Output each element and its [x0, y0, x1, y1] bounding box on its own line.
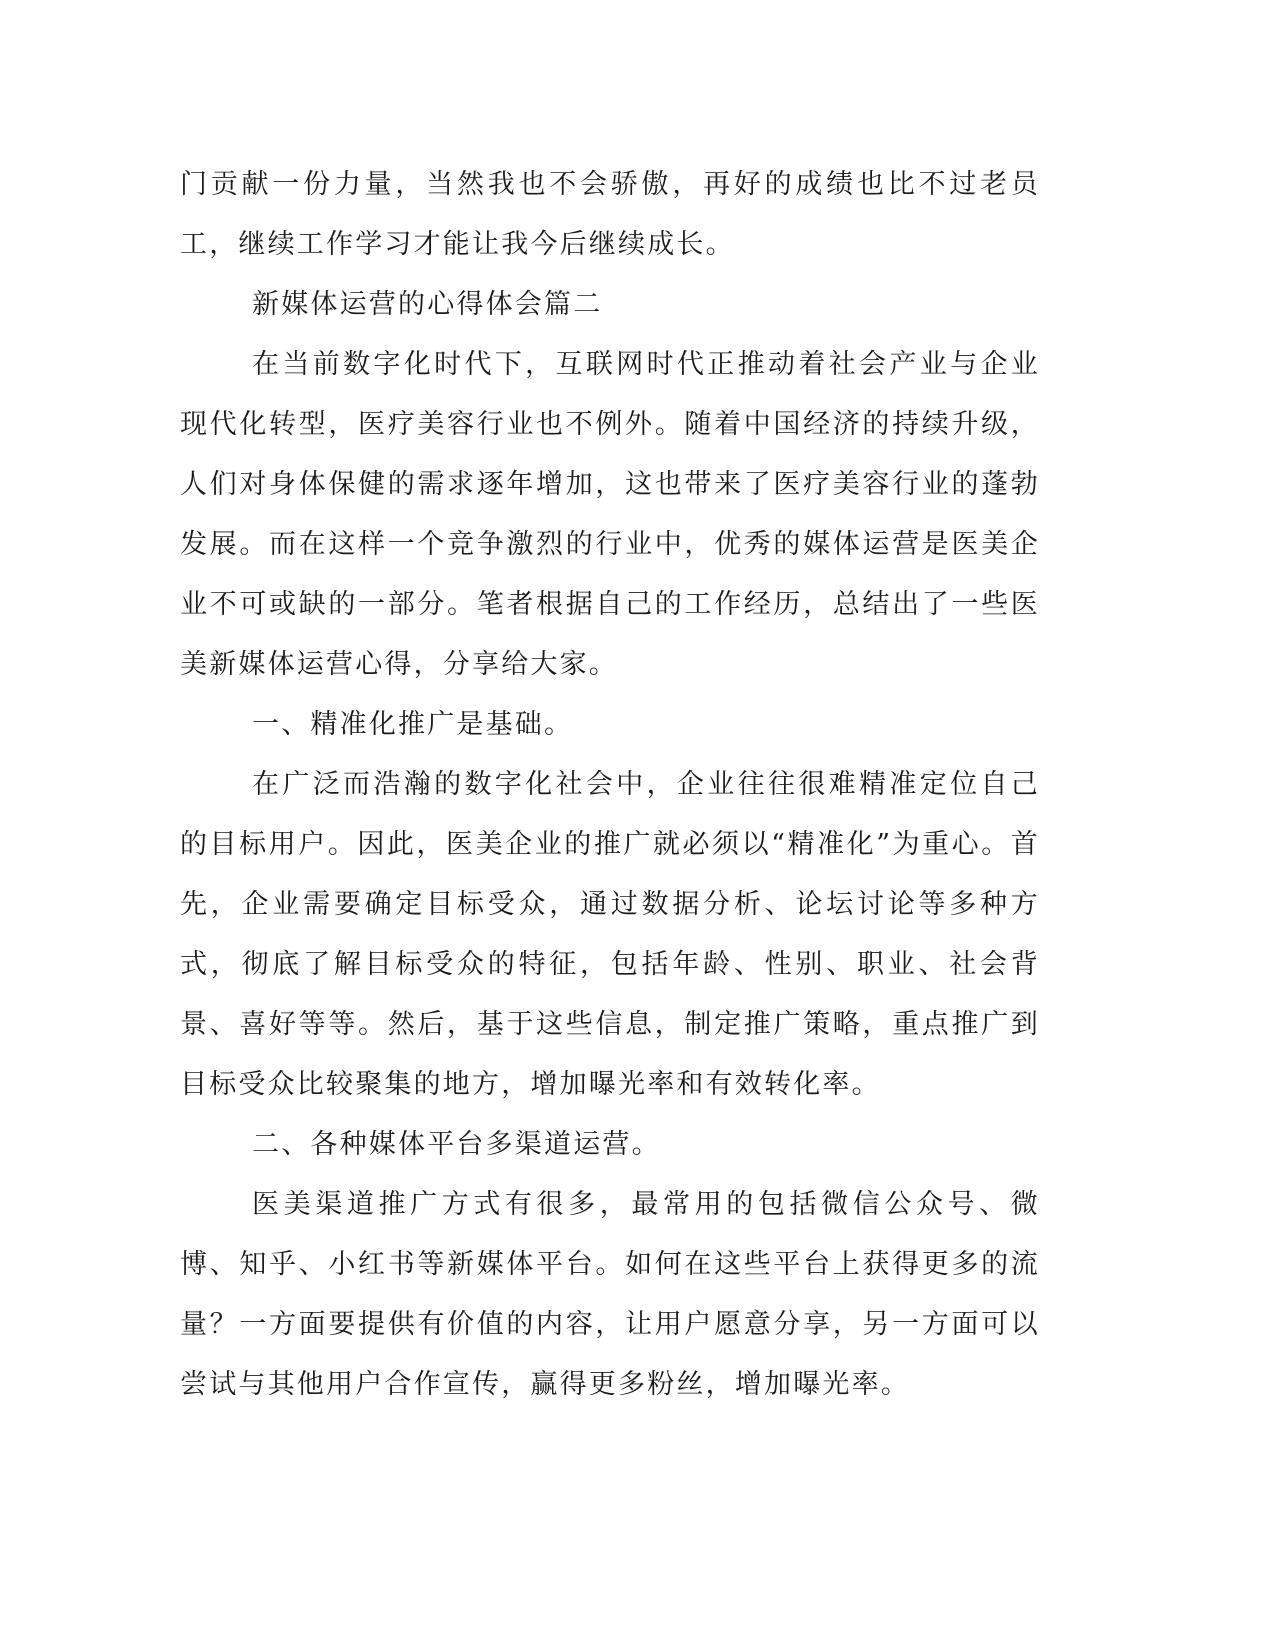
- paragraph-continuation: 门贡献一份力量，当然我也不会骄傲，再好的成绩也比不过老员工，继续工作学习才能让我今后继续成长。: [180, 169, 1040, 260]
- section-title: 新媒体运营的心得体会篇二: [252, 289, 603, 320]
- document-body: [180, 155, 1040, 1415]
- heading-point-two: 二、各种媒体平台多渠道运营。: [252, 1129, 661, 1160]
- paragraph-point-one: 在广泛而浩瀚的数字化社会中，企业往往很难精准定位自己的目标用户。因此，医美企业的推广就必须以“精准化”为重心。首先，企业需要确定目标受众，通过数据分析、论坛讨论等多种方式，彻底了解目标受众的特征，包括年龄、性别、职业、社会背景、喜好等等。然后，基于这些信息，制定推广策略，重点推广到目标受众比较聚集的地方，增加曝光率和有效转化率。: [180, 769, 1040, 1100]
- heading-point-one: 一、精准化推广是基础。: [252, 709, 574, 740]
- paragraph-point-two: 医美渠道推广方式有很多，最常用的包括微信公众号、微博、知乎、小红书等新媒体平台。如何在这些平台上获得更多的流量？一方面要提供有价值的内容，让用户愿意分享，另一方面可以尝试与其他用户合作宣传，赢得更多粉丝，增加曝光率。: [180, 1189, 1040, 1400]
- paragraph-intro: 在当前数字化时代下，互联网时代正推动着社会产业与企业现代化转型，医疗美容行业也不例外。随着中国经济的持续升级，人们对身体保健的需求逐年增加，这也带来了医疗美容行业的蓬勃发展。而在这样一个竞争激烈的行业中，优秀的媒体运营是医美企业不可或缺的一部分。笔者根据自己的工作经历，总结出了一些医美新媒体运营心得，分享给大家。: [180, 349, 1040, 680]
